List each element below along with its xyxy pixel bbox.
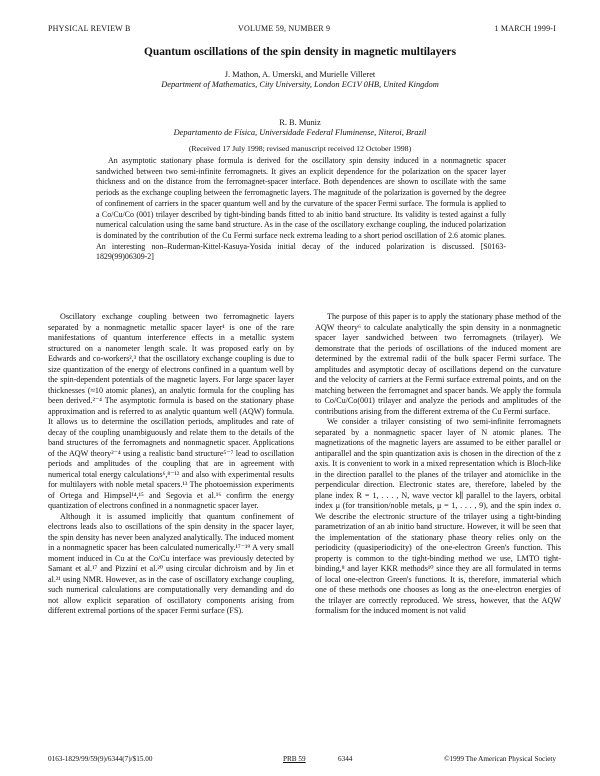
- author-names: J. Mathon, A. Umerski, and Murielle Villeret: [224, 70, 376, 79]
- author-affiliation: Departamento de Física, Universidade Federal Fluminense, Niteroi, Brazil: [173, 128, 427, 138]
- author-block-1: [0, 70, 600, 91]
- paper-title: Quantum oscillations of the spin density in magnetic multilayers: [144, 46, 456, 58]
- body-paragraph: We consider a trilayer consisting of two semi-infinite ferromagnets separated by a nonmagnetic spacer layer of N atomic planes. The magnetizations of the magnetic layers are assumed to be either parallel or antiparallel and the spin quantization axis is chosen in the direction of the z axis. It is convenient to work in a mixed representation which is Bloch-like in the direction parallel to the planes of the trilayer and atomiclike in the perpendicular direction. Electronic states are, therefore, labeled by the plane index R = 1, . . . , N, wave vector k∥ parallel to the layers, orbital index μ (for transition/noble metals, μ = 1, . . . , 9), and the spin index σ. We describe the electronic structure of the trilayer using a tight-binding parametrization of an ab initio band structure. However, it will be seen that the implementation of the stationary phase theory relies only on the periodicity (quasiperiodicity) of the one-electron Green's function. This property is common to the tight-binding method we use, LMTO tight-binding,⁸ and layer KKR methods¹⁰ since they are all formulated in terms of local one-electron Green's functions. It is, therefore, immaterial which one of these methods one chooses as long as the one-electron energies of the trilayer are correctly reproduced. We stress, however, that the AQW formalism for the induced moment is not valid: [315, 417, 561, 615]
- page-number: 6344: [338, 755, 353, 763]
- right-column: [315, 312, 561, 617]
- issue-date: 1 MARCH 1999-I: [494, 24, 556, 33]
- abstract: An asymptotic stationary phase formula is derived for the oscillatory spin density induced in a nonmagnetic spacer sandwiched between two semi-infinite ferromagnets. It gives an explicit dependence for the polarization on the spacer layer thickness and on the distance from the ferromagnet-spacer interface. Both dependences are shown to oscillate with the same periods as the exchange coupling between the ferromagnetic layers. The magnitude of the polarization is governed by the degree of confinement of carriers in the spacer quantum well and by the curvature of the spacer Fermi surface. The formula is applied to a Co/Cu/Co (001) trilayer described by tight-binding bands fitted to ab initio band structure. Its validity is tested against a fully numerical calculation using the same band structure. As in the case of the oscillatory exchange coupling, the induced polarization is dominated by the contribution of the Cu Fermi surface neck extrema leading to a short period oscillation of 2.6 atomic planes. An interesting non–Ruderman-Kittel-Kasuya-Yosida initial decay of the induced polarization is discussed. [S0163-1829(99)06309-2]: [96, 156, 506, 262]
- running-header: [48, 24, 556, 33]
- journal-name: PHYSICAL REVIEW B: [48, 24, 131, 33]
- copyright-notice: ©1999 The American Physical Society: [444, 755, 556, 763]
- article-code: 0163-1829/99/59(9)/6344(7)/$15.00: [48, 755, 153, 763]
- body-paragraph: The purpose of this paper is to apply the stationary phase method of the AQW theory⁶ to calculate analytically the spin density in a nonmagnetic spacer layer sandwiched between two ferromagnets (trilayer). We demonstrate that the periods of oscillations of the induced moment are determined by the extremal radii of the bulk spacer Fermi surface. The amplitudes and asymptotic decay of oscillations depend on the curvature and the velocity of carriers at the Fermi surface extremal points, and on the matching between the ferromagnet and spacer bands. We apply the formula to Co/Cu/Co(001) trilayer and analyze the periods and amplitudes of the contributions arising from the different extrema of the Cu Fermi surface.: [315, 312, 561, 416]
- author-names: R. B. Muniz: [279, 118, 321, 127]
- received-dates: (Received 17 July 1998; revised manuscript received 12 October 1998): [188, 144, 412, 153]
- journal-reference: PRB 59: [283, 755, 306, 763]
- left-column: [48, 312, 294, 617]
- author-block-2: [0, 118, 600, 139]
- body-paragraph: Oscillatory exchange coupling between two ferromagnetic layers separated by a nonmagnetic metallic spacer layer¹ is one of the rare manifestations of quantum interference effects in a metallic system structured on a nanometer length scale. It was proposed early on by Edwards and co-workers²,³ that the oscillatory exchange coupling is due to size quantization of the energy of electrons confined in a quantum well by the spin-dependent potentials of the magnetic layers. For large spacer layer thicknesses (≈10 atomic planes), an analytic formula for the coupling has been derived.²⁻⁴ The asymptotic formula is based on the stationary phase approximation and is referred to as analytic quantum well (AQW) formula. It allows us to determine the oscillation periods, amplitudes and rate of decay of the coupling unambiguously and relate them to the details of the band structures of the ferromagnets and nonmagnetic spacer. Applications of the AQW theory²⁻⁴ using a realistic band structure⁵⁻⁷ lead to oscillation periods and amplitudes of the coupling that are in agreement with numerical total energy calculations⁶,⁸⁻¹² and also with experimental results for multilayers with noble metal spacers.¹³ The photoemission experiments of Ortega and Himpsel¹⁴,¹⁵ and Segovia et al.¹⁶ confirm the energy quantization of electrons confined in a nonmagnetic spacer layer.: [48, 312, 294, 510]
- volume-number: VOLUME 59, NUMBER 9: [238, 24, 331, 33]
- author-affiliation: Department of Mathematics, City University, London EC1V 0HB, United Kingdom: [161, 80, 439, 90]
- body-paragraph: Although it is assumed implicitly that quantum confinement of electrons leads also to oscillations of the spin density in the spacer layer, the spin density has never been analyzed analytically. The induced moment in a nonmagnetic spacer has been calculated numerically.¹⁷⁻¹⁹ A very small moment induced in Cu at the Co/Cu interface was previously detected by Samant et al.¹⁷ and Pizzini et al.²⁰ using circular dichroism and by Jin et al.²¹ using NMR. However, as in the case of oscillatory exchange coupling, such numerical calculations are computationally very demanding and do not allow explicit separation of oscillatory components arising from different extremal portions of the spacer Fermi surface (FS).: [48, 511, 294, 615]
